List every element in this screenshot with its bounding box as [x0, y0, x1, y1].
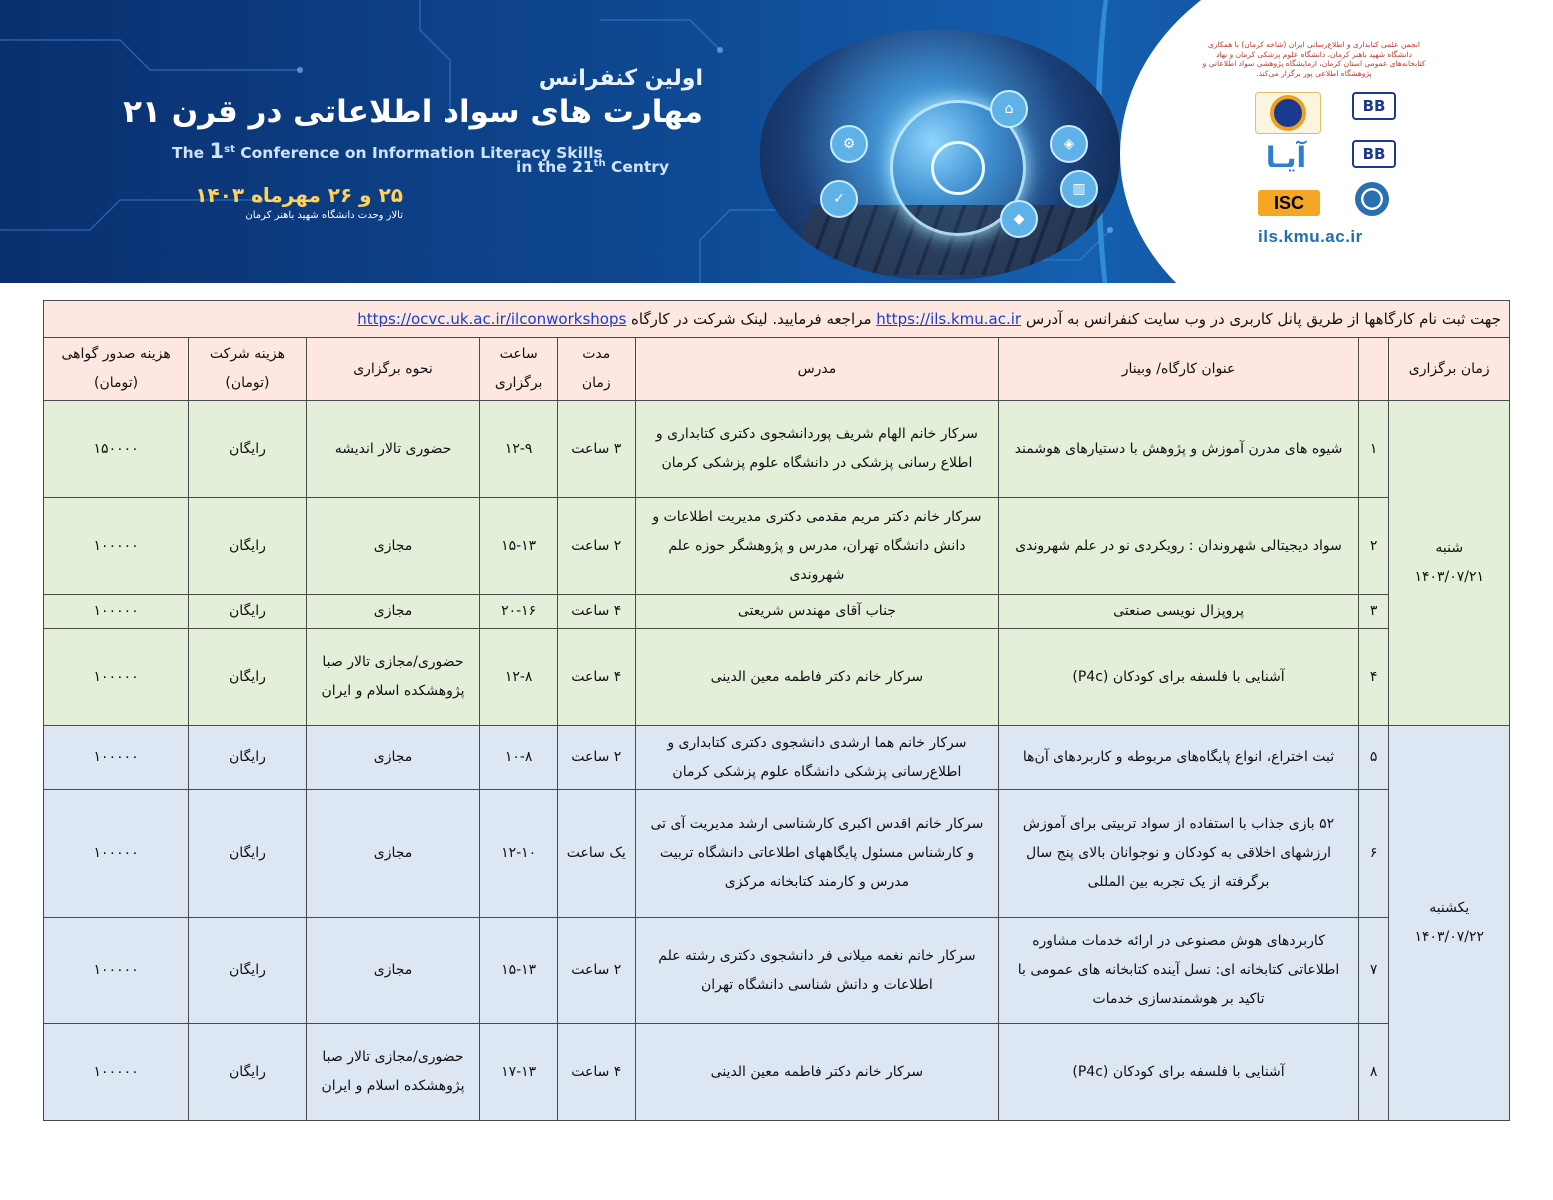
- workshop-fee: رایگان: [189, 401, 306, 498]
- workshop-instructor: سرکار خانم اقدس اکبری کارشناسی ارشد مدیریت آی تی و کارشناس مسئول پایگاههای اطلاعاتی دانشگاه تربیت مدرس و کارمند کتابخانه مرکزی: [635, 790, 999, 918]
- workshop-fee: رایگان: [189, 790, 306, 918]
- conference-date: ۲۵ و ۲۶ مهرماه ۱۴۰۳: [195, 183, 403, 207]
- notice-text: جهت ثبت نام کارگاهها از طریق پانل کاربری در وب سایت کنفرانس به آدرس: [1021, 310, 1501, 328]
- certificate-fee: ۱۰۰۰۰۰: [44, 790, 189, 918]
- workshop-duration: ۴ ساعت: [557, 1024, 635, 1121]
- certificate-fee: ۱۰۰۰۰۰: [44, 498, 189, 595]
- row-number: ۴: [1358, 629, 1389, 726]
- uk-university-logo: BB: [1352, 92, 1396, 120]
- workshop-duration: ۲ ساعت: [557, 498, 635, 595]
- workshop-instructor: سرکار خانم الهام شریف پوردانشجوی دکتری کتابداری و اطلاع رسانی پزشکی در دانشگاه علوم پزشکی کرمان: [635, 401, 999, 498]
- workshop-instructor: سرکار خانم دکتر فاطمه معین الدینی: [635, 1024, 999, 1121]
- workshop-mode: حضوری تالار اندیشه: [306, 401, 480, 498]
- shield-node-icon: ◆: [1000, 200, 1038, 238]
- en-title-sup: th: [593, 158, 606, 169]
- workshop-title: شیوه های مدرن آموزش و پژوهش با دستیارهای هوشمند: [999, 401, 1359, 498]
- conference-venue: تالار وحدت دانشگاه شهید باهنر کرمان: [245, 210, 403, 221]
- conference-site-link[interactable]: https://ils.kmu.ac.ir: [876, 310, 1022, 328]
- header-number: [1358, 338, 1389, 401]
- header-title: عنوان کارگاه/ وبینار: [999, 338, 1359, 401]
- university-logo: BB: [1352, 140, 1396, 168]
- row-number: ۶: [1358, 790, 1389, 918]
- workshop-hours: ۲۰-۱۶: [480, 595, 558, 629]
- aya-logo: آیـا: [1265, 140, 1307, 174]
- conference-banner: [0, 0, 1553, 283]
- building-node-icon: ⌂: [990, 90, 1028, 128]
- header-certificate-fee: هزینه صدور گواهی (تومان): [44, 338, 189, 401]
- certificate-fee: ۱۰۰۰۰۰: [44, 595, 189, 629]
- row-number: ۳: [1358, 595, 1389, 629]
- workshop-hours: ۱۰-۸: [480, 726, 558, 790]
- workshop-instructor: سرکار خانم دکتر مریم مقدمی دکتری مدیریت اطلاعات و دانش دانشگاه تهران، مدرس و پژوهشگر حوزه علم شهروندی: [635, 498, 999, 595]
- workshop-title: آشنایی با فلسفه برای کودکان (P4c): [999, 1024, 1359, 1121]
- certificate-fee: ۱۰۰۰۰۰: [44, 918, 189, 1024]
- workshop-duration: ۴ ساعت: [557, 629, 635, 726]
- conference-website[interactable]: ils.kmu.ac.ir: [1258, 227, 1363, 246]
- workshop-title: پروپزال نویسی صنعتی: [999, 595, 1359, 629]
- row-number: ۸: [1358, 1024, 1389, 1121]
- workshop-mode: مجازی: [306, 790, 480, 918]
- association-logo: [1255, 92, 1321, 134]
- en-title-sup: st: [224, 143, 235, 155]
- en-title-part: The: [172, 144, 210, 162]
- table-row: [44, 1024, 1510, 1121]
- workshop-title: آشنایی با فلسفه برای کودکان (P4c): [999, 629, 1359, 726]
- certificate-fee: ۱۰۰۰۰۰: [44, 1024, 189, 1121]
- header-duration: مدت زمان: [557, 338, 635, 401]
- workshop-hours: ۱۲-۹: [480, 401, 558, 498]
- workshop-fee: رایگان: [189, 498, 306, 595]
- workshop-mode: مجازی: [306, 726, 480, 790]
- organizers-text: انجمن علمی کتابداری و اطلاع‌رسانی ایران (شاخه کرمان) با همکاری دانشگاه شهید باهنر کرمان، دانشگاه علوم پزشکی کرمان و نهاد کتابخانه‌های عمومی استان کرمان، ازمایشگاه پژوهشی سواد اطلاعاتی و پژوهشگاه اطلاعی پور برگزار می‌کند.: [1202, 40, 1426, 78]
- row-number: ۱: [1358, 401, 1389, 498]
- kmu-logo: [1355, 182, 1389, 216]
- workshop-mode: مجازی: [306, 498, 480, 595]
- workshop-duration: ۳ ساعت: [557, 401, 635, 498]
- workshop-title: ثبت اختراع، انواع پایگاه‌های مربوطه و کاربردهای آن‌ها: [999, 726, 1359, 790]
- day-label: شنبه: [1435, 540, 1464, 556]
- workshop-fee: رایگان: [189, 726, 306, 790]
- table-row: [44, 595, 1510, 629]
- workshop-instructor: سرکار خانم هما ارشدی دانشجوی دکتری کتابداری و اطلاع‌رسانی پزشکی دانشگاه علوم پزشکی کرمان: [635, 726, 999, 790]
- technology-photo: [760, 30, 1120, 280]
- chart-node-icon: ▥: [1060, 170, 1098, 208]
- certificate-fee: ۱۵۰۰۰۰: [44, 401, 189, 498]
- header-hours: ساعت برگزاری: [480, 338, 558, 401]
- workshop-mode: حضوری/مجازی تالار صبا پژوهشکده اسلام و ایران: [306, 1024, 480, 1121]
- workshop-instructor: سرکار خانم نغمه میلانی فر دانشجوی دکتری رشته علم اطلاعات و دانش شناسی دانشگاه تهران: [635, 918, 999, 1024]
- conference-english-title-line2: [516, 158, 669, 176]
- registration-notice: [44, 301, 1510, 338]
- day-cell-saturday: [1389, 401, 1510, 726]
- workshop-title: کاربردهای هوش مصنوعی در ارائه خدمات مشاوره اطلاعاتی کتابخانه ای: نسل آینده کتابخانه های عمومی با تاکید بر هوشمندسازی خدمات: [999, 918, 1359, 1024]
- conference-title: مهارت های سواد اطلاعاتی در قرن ۲۱: [123, 94, 703, 130]
- row-number: ۵: [1358, 726, 1389, 790]
- en-title-part: in the 21: [516, 158, 594, 177]
- workshop-hours: ۱۵-۱۳: [480, 918, 558, 1024]
- en-title-part: Conference on Information Literacy Skills: [234, 144, 603, 162]
- table-row: [44, 726, 1510, 790]
- workshop-duration: ۲ ساعت: [557, 726, 635, 790]
- workshop-title: ۵۲ بازی جذاب با استفاده از سواد تربیتی برای آموزش ارزشهای اخلاقی به کودکان و نوجوانان بالای پنج سال برگرفته از یک تجربه بین المللی: [999, 790, 1359, 918]
- workshop-hours: ۱۲-۱۰: [480, 790, 558, 918]
- workshop-link[interactable]: https://ocvc.uk.ac.ir/ilconworkshops: [357, 310, 627, 328]
- day-cell-sunday: [1389, 726, 1510, 1121]
- header-mode: نحوه برگزاری: [306, 338, 480, 401]
- header-fee: هزینه شرکت (تومان): [189, 338, 306, 401]
- workshop-fee: رایگان: [189, 918, 306, 1024]
- network-node-icon: ◈: [1050, 125, 1088, 163]
- lock-node-icon: ✓: [820, 180, 858, 218]
- workshop-duration: یک ساعت: [557, 790, 635, 918]
- row-number: ۷: [1358, 918, 1389, 1024]
- workshop-fee: رایگان: [189, 1024, 306, 1121]
- table-row: [44, 790, 1510, 918]
- conference-pre-title: اولین کنفرانس: [538, 66, 703, 91]
- gear-node-icon: ⚙: [830, 125, 868, 163]
- row-number: ۲: [1358, 498, 1389, 595]
- workshop-mode: مجازی: [306, 595, 480, 629]
- workshop-instructor: سرکار خانم دکتر فاطمه معین الدینی: [635, 629, 999, 726]
- table-row: [44, 629, 1510, 726]
- day-date: ۱۴۰۳/۰۷/۲۲: [1414, 929, 1485, 945]
- certificate-fee: ۱۰۰۰۰۰: [44, 726, 189, 790]
- workshop-duration: ۲ ساعت: [557, 918, 635, 1024]
- workshop-hours: ۱۵-۱۳: [480, 498, 558, 595]
- registration-notice-row: [44, 301, 1510, 338]
- header-when: زمان برگزاری: [1389, 338, 1510, 401]
- day-date: ۱۴۰۳/۰۷/۲۱: [1414, 569, 1485, 585]
- table-row: [44, 401, 1510, 498]
- workshop-hours: ۱۲-۸: [480, 629, 558, 726]
- workshop-mode: مجازی: [306, 918, 480, 1024]
- isc-logo: ISC: [1258, 190, 1320, 216]
- certificate-fee: ۱۰۰۰۰۰: [44, 629, 189, 726]
- en-title-part: Centry: [605, 158, 670, 177]
- workshop-instructor: جناب آقای مهندس شریعتی: [635, 595, 999, 629]
- header-instructor: مدرس: [635, 338, 999, 401]
- workshop-mode: حضوری/مجازی تالار صبا پژوهشکده اسلام و ایران: [306, 629, 480, 726]
- workshop-fee: رایگان: [189, 629, 306, 726]
- workshop-schedule-table: [43, 300, 1510, 1121]
- day-label: یکشنبه: [1429, 900, 1470, 916]
- table-row: [44, 498, 1510, 595]
- workshop-duration: ۴ ساعت: [557, 595, 635, 629]
- workshop-title: سواد دیجیتالی شهروندان : رویکردی نو در علم شهروندی: [999, 498, 1359, 595]
- workshop-hours: ۱۷-۱۳: [480, 1024, 558, 1121]
- workshop-fee: رایگان: [189, 595, 306, 629]
- table-row: [44, 918, 1510, 1024]
- notice-text: مراجعه فرمایید. لینک شرکت در کارگاه: [626, 310, 877, 328]
- table-header-row: [44, 338, 1510, 401]
- en-title-number: 1: [209, 139, 225, 163]
